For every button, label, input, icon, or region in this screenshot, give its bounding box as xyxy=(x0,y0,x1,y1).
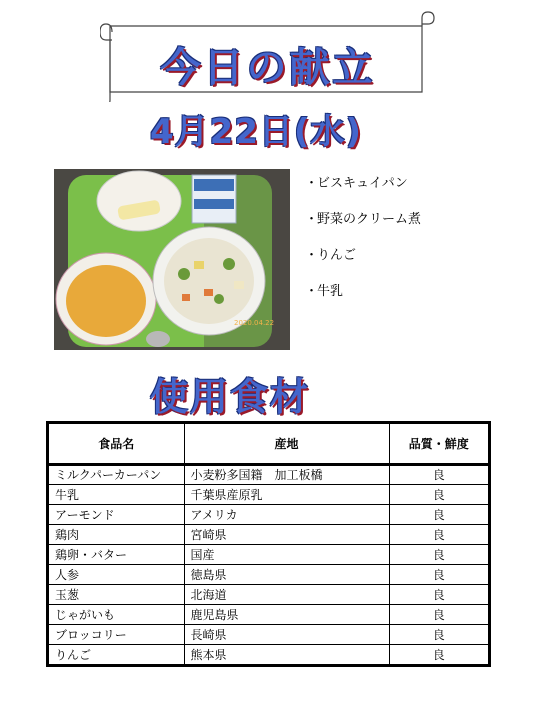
menu-item: ・牛乳 xyxy=(305,284,344,299)
table-cell: 良 xyxy=(389,504,488,524)
table-row xyxy=(49,504,488,524)
table-cell: ブロッコリー xyxy=(49,624,184,644)
table-cell: りんご xyxy=(49,644,184,664)
table-row xyxy=(49,524,488,544)
table-cell: 熊本県 xyxy=(184,644,389,664)
photo-timestamp: 2020.04.22 xyxy=(234,319,275,327)
ingredients-title: 使用食材 xyxy=(150,375,311,419)
header-origin: 産地 xyxy=(184,424,389,464)
page-title: 今日の献立 xyxy=(160,45,376,91)
table-cell: 良 xyxy=(389,584,488,604)
table-cell: 牛乳 xyxy=(49,484,184,504)
table-cell: 良 xyxy=(432,647,445,662)
table-cell: アーモンド xyxy=(49,504,184,524)
title-banner xyxy=(100,10,440,102)
header-food: 食品名 xyxy=(49,424,184,464)
table-cell: 鹿児島県 xyxy=(184,604,389,624)
table-row xyxy=(49,544,488,564)
table-row xyxy=(49,584,488,604)
menu-item: ・ビスキュイパン xyxy=(305,176,408,191)
ingredients-table xyxy=(46,421,491,667)
table-cell: ミルクパーカーパン xyxy=(49,464,184,484)
table-cell: 良 xyxy=(389,564,488,584)
table-cell: 徳島県 xyxy=(184,564,389,584)
table-cell: 良 xyxy=(389,484,488,504)
menu-item: ・りんご xyxy=(305,248,357,263)
table-row xyxy=(49,484,488,504)
table-cell: 北海道 xyxy=(184,584,389,604)
menu-list xyxy=(305,174,421,318)
header-quality: 品質・鮮度 xyxy=(389,424,488,464)
table-cell: アメリカ xyxy=(184,504,389,524)
table-cell: 玉葱 xyxy=(49,584,184,604)
table-row xyxy=(49,624,488,644)
table-row xyxy=(49,464,488,484)
table-cell: 長崎県 xyxy=(184,624,389,644)
table-row xyxy=(49,644,488,664)
table-row xyxy=(49,604,488,624)
menu-item: ・野菜のクリーム煮 xyxy=(305,212,422,227)
table-header-row xyxy=(49,424,488,464)
table-cell: 鶏卵・バター xyxy=(49,544,184,564)
table-cell: 良 xyxy=(389,464,488,484)
table-cell: じゃがいも xyxy=(49,604,184,624)
menu-date: 4月22日(水) xyxy=(150,112,363,152)
table-cell: 小麦粉多国籍 加工板橋 xyxy=(184,464,389,484)
table-cell: 国産 xyxy=(184,544,389,564)
table-cell: 鶏肉 xyxy=(49,524,184,544)
table-cell: 人参 xyxy=(49,564,184,584)
table-cell: 良 xyxy=(389,524,488,544)
table-cell: 良 xyxy=(389,604,488,624)
table-cell: 千葉県産原乳 xyxy=(184,484,389,504)
table-row xyxy=(49,564,488,584)
meal-photo xyxy=(54,169,290,350)
table-cell: 良 xyxy=(389,624,488,644)
table-cell: 宮崎県 xyxy=(184,524,389,544)
table-cell: 良 xyxy=(389,544,488,564)
